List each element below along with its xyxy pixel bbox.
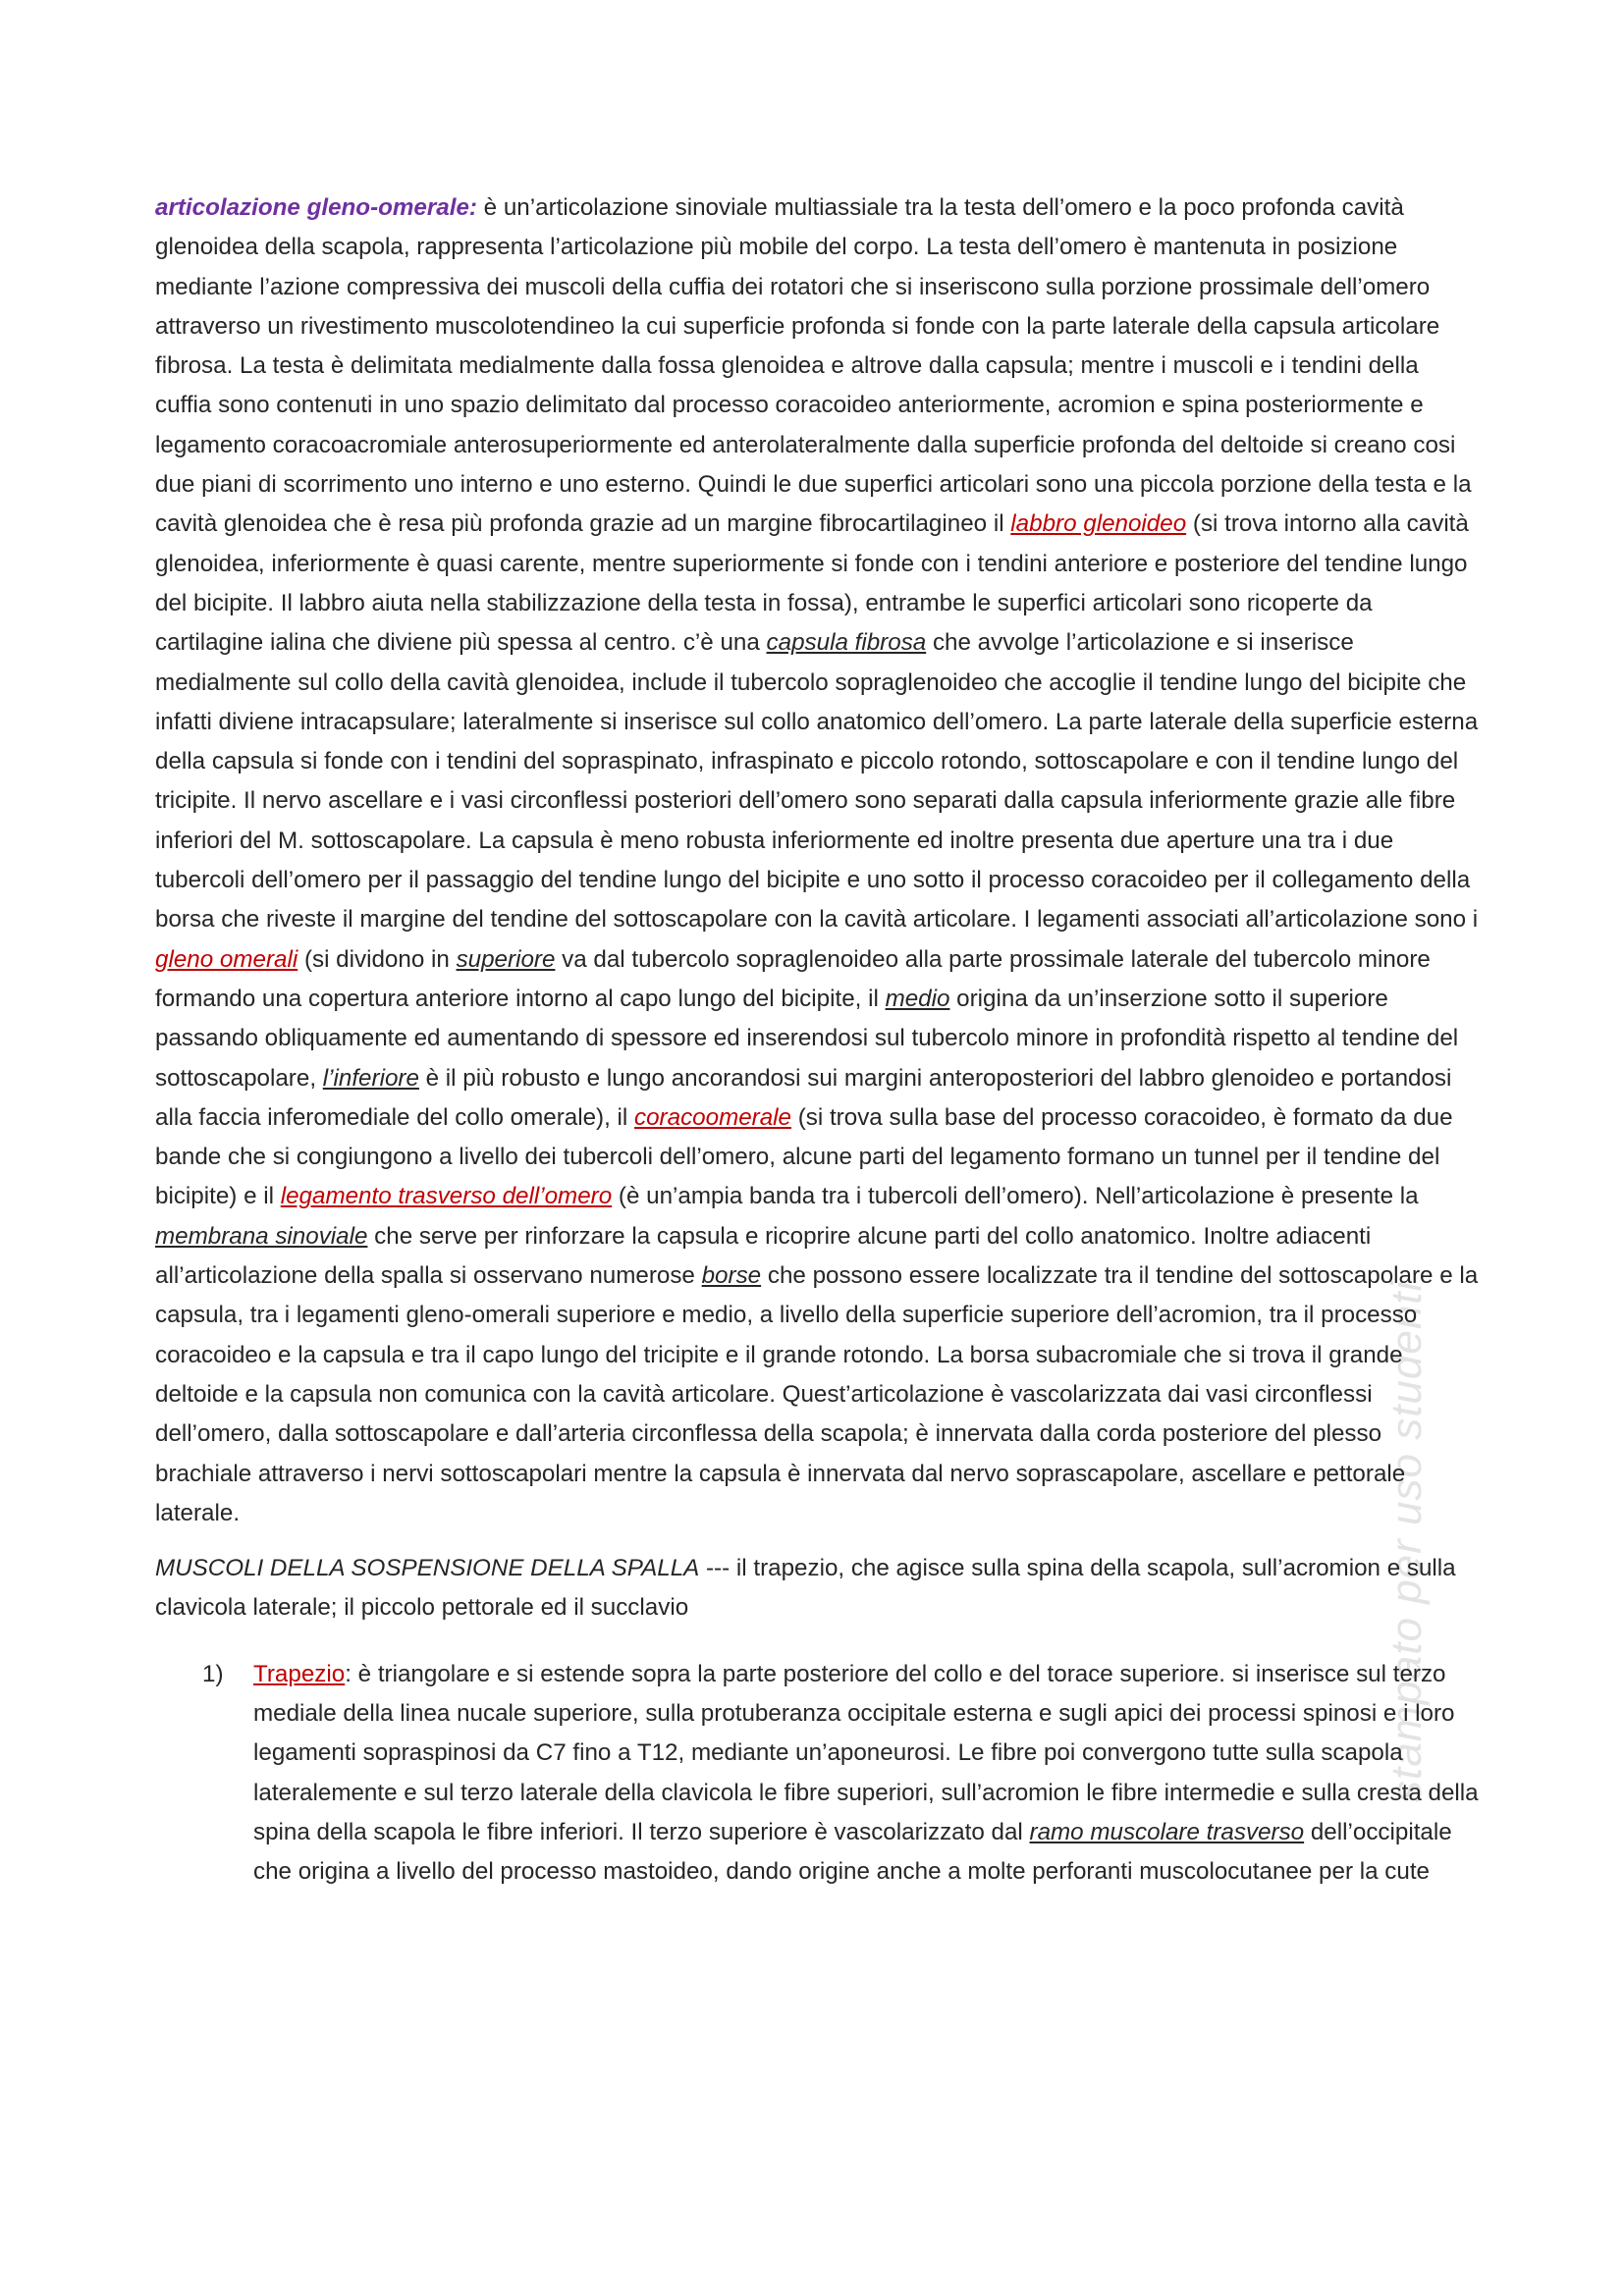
text-run: che possono essere localizzate tra il tendine del sottoscapolare e la capsula, tra i legamenti gleno-omerali superiore e medio, a livello della superficie superiore dell’acromion, tra il processo coracoideo e la capsula e tra il capo lungo del tricipite e il grande rotondo. La borsa subacromiale che si trova il grande deltoide e la capsula non comunica con la cavità articolare. Quest’articolazione è vascolarizzata dai vasi circonflessi dell’omero, dalla sottoscapolare e dall’arteria circonflessa della scapola; è innervata dalla corda posteriore del plesso brachiale attraverso i nervi sottoscapolari mentre la capsula è innervata dal nervo soprascapolare, ascellare e pettorale laterale. (155, 1262, 1479, 1526)
term-medio: medio (885, 985, 950, 1012)
term-coracoomerale: coracoomerale (634, 1103, 791, 1131)
watermark: stampato per uso studenti (1382, 1280, 1431, 1802)
text-run: è il più robusto e lungo ancorandosi sui margini anteroposteriori del labbro glenoideo e portandosi alla faccia inferomediale del collo omerale), il (155, 1064, 1452, 1131)
text-run: è un’articolazione sinoviale multiassiale tra la testa dell’omero e la poco profonda cavità glenoidea della scapola, rappresenta l’articolazione più mobile del corpo. La testa dell’omero è mantenuta in posizione mediante l’azione compressiva dei muscoli della cuffia dei rotatori che si inseriscono sulla porzione prossimale dell’omero attraverso un rivestimento muscolotendineo la cui superficie profonda si fonde con la parte laterale della capsula articolare fibrosa. La testa è delimitata medialmente dalla fossa glenoidea e altrove dalla capsula; mentre i muscoli e i tendini della cuffia sono contenuti in uno spazio delimitato dal processo coracoideo anteriormente, acromion e spina posteriormente e legamento coracoacromiale anterosuperiormente ed anterolateralmente dalla superficie profonda del deltoide si creano cosi due piani di scorrimento uno interno e uno esterno. Quindi le due superfici articolari sono una piccola porzione della testa e la cavità glenoidea che è resa più profonda grazie ad un margine fibrocartilagineo il (155, 194, 1472, 538)
list-item-text (253, 1655, 1481, 1893)
term-labbro-glenoideo: labbro glenoideo (1010, 510, 1187, 538)
text-run: (si dividono in (298, 945, 457, 973)
term-gleno-omerali: gleno omerali (155, 945, 298, 973)
term-trapezio: Trapezio (253, 1660, 346, 1687)
paragraph-gleno-omerale (155, 188, 1481, 1533)
document-body (155, 188, 1481, 1892)
text-run: che serve per rinforzare la capsula e ricoprire alcune parti del collo anatomico. Inoltre adiacenti all’articolazione della spalla si osservano numerose (155, 1222, 1372, 1290)
list-item (155, 1655, 1481, 1893)
text-run: --- il trapezio, che agisce sulla spina della scapola, sull’acromion e sulla clavicola laterale; il piccolo pettorale ed il succlavio (155, 1555, 1456, 1622)
text-run: che avvolge l’articolazione e si inserisce medialmente sul collo della cavità glenoidea, include il tubercolo sopraglenoideo che accoglie il tendine lungo del bicipite che infatti diviene intracapsulare; lateralmente si inserisce sul collo anatomico dell’omero. La parte laterale della superficie esterna della capsula si fonde con i tendini del sopraspinato, infraspinato e piccolo rotondo, sottoscapolare e con il tendine lungo del tricipite. Il nervo ascellare e i vasi circonflessi posteriori dell’omero sono separati dalla capsula inferiormente grazie alle fibre inferiori del M. sottoscapolare. La capsula è meno robusta inferiormente ed inoltre presenta due aperture una tra i due tubercoli dell’omero per il passaggio del tendine lungo del bicipite e uno sotto il processo coracoideo per il collegamento della borsa che riveste il margine del tendine del sottoscapolare con la cavità articolare. I legamenti associati all’articolazione sono i (155, 629, 1479, 934)
term-borse: borse (701, 1262, 762, 1290)
text-run: : è triangolare e si estende sopra la parte posteriore del collo e del torace superiore. si inserisce sul terzo mediale della linea nucale superiore, sulla protuberanza occipitale esterna e sugli apici dei processi spinosi e i loro legamenti sopraspinosi da C7 fino a T12, mediante un’aponeurosi. Le fibre poi convergono tutte sulla scapola lateralemente e sul terzo laterale della clavicola le fibre superiori, sull’acromion le fibre intermedie e sulla cresta della spina della scapola le fibre inferiori. Il terzo superiore è vascolarizzato dal (253, 1660, 1479, 1845)
text-run: va dal tubercolo sopraglenoideo alla parte prossimale laterale del tubercolo minore formando una copertura anteriore intorno al capo lungo del bicipite, il (155, 945, 1431, 1012)
section-heading: MUSCOLI DELLA SOSPENSIONE DELLA SPALLA (155, 1555, 700, 1582)
text-run: (si trova sulla base del processo coracoideo, è formato da due bande che si congiungono a livello dei tubercoli dell’omero, alcune parti del legamento formano un tunnel per il tendine del bicipite) e il (155, 1103, 1453, 1210)
term-inferiore: l’inferiore (322, 1064, 419, 1092)
text-run: (è un’ampia banda tra i tubercoli dell’omero). Nell’articolazione è presente la (612, 1183, 1419, 1210)
term-capsula-fibrosa: capsula fibrosa (766, 629, 927, 657)
term-ramo-muscolare: ramo muscolare trasverso (1029, 1818, 1305, 1845)
text-run: origina da un’inserzione sotto il superiore passando obliquamente ed aumentando di spessore ed inserendosi sul tubercolo minore in profondità rispetto al tendine del sottoscapolare, (155, 985, 1459, 1092)
term-superiore: superiore (456, 945, 556, 973)
term-membrana-sinoviale: membrana sinoviale (155, 1222, 368, 1250)
term-legamento-trasverso: legamento trasverso dell’omero (280, 1183, 613, 1210)
paragraph-muscoli-sospensione (155, 1549, 1481, 1629)
section-heading: articolazione gleno-omerale: (155, 194, 477, 221)
text-run: (si trova intorno alla cavità glenoidea, inferiormente è quasi carente, mentre superiormente si fonde con i tendini anteriore e posteriore del tendine lungo del bicipite. Il labbro aiuta nella stabilizzazione della testa in fossa), entrambe le superfici articolari sono ricoperte da cartilagine ialina che diviene più spessa al centro. c’è una (155, 510, 1469, 657)
list-number: 1) (202, 1660, 224, 1687)
text-run: dell’occipitale che origina a livello del processo mastoideo, dando origine anche a molte perforanti muscolocutanee per la cute (253, 1818, 1452, 1886)
